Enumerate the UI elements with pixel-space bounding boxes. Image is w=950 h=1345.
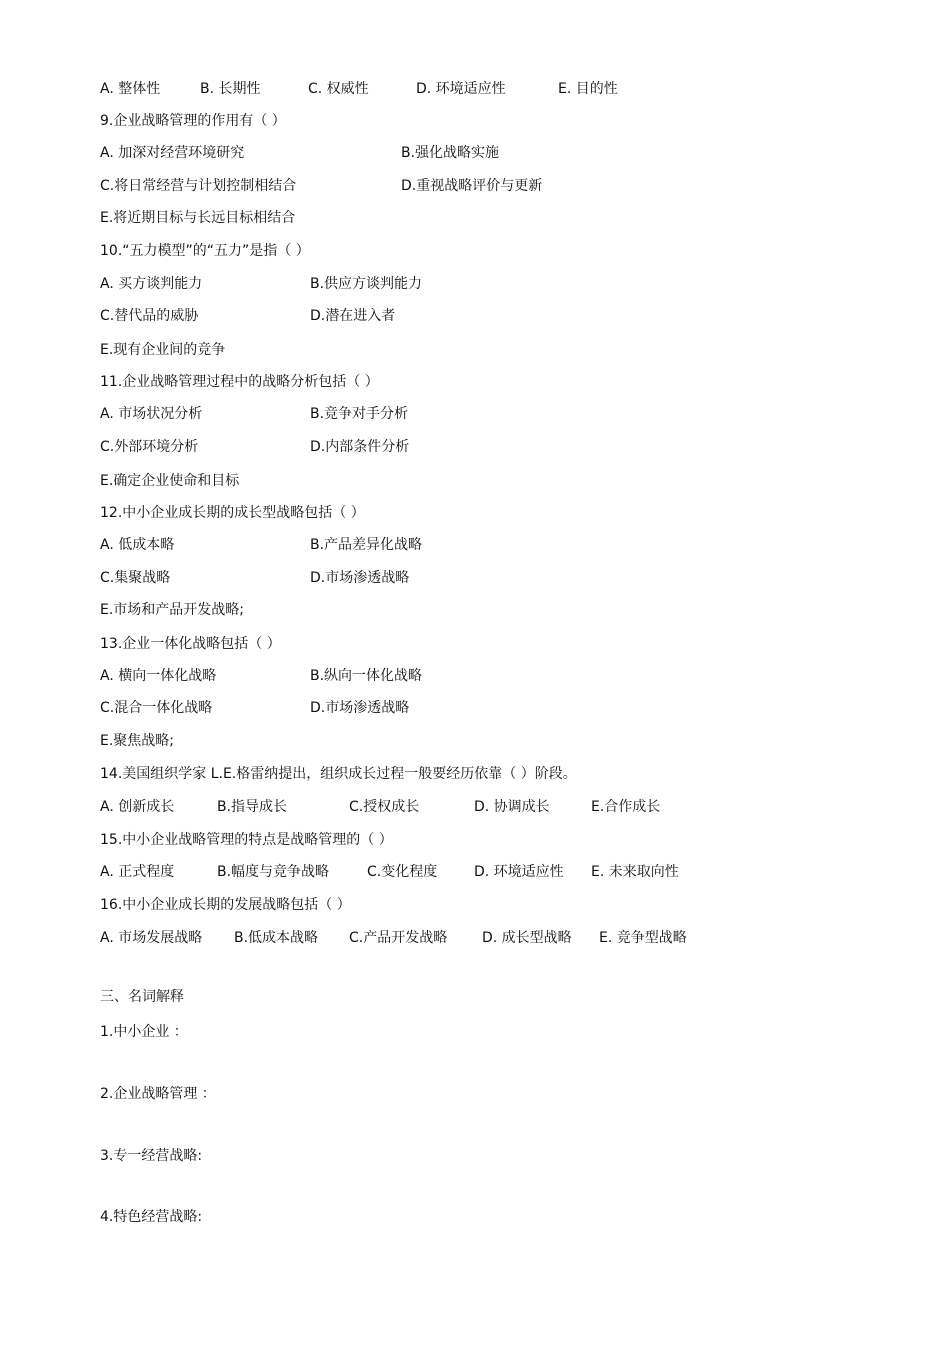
q9-option-b: B.强化战略实施 xyxy=(401,145,500,161)
q9-stem: 9.企业战略管理的作用有（ ） xyxy=(100,113,286,129)
q13-option-d: D.市场渗透战略 xyxy=(310,700,410,716)
q15-stem: 15.中小企业战略管理的特点是战略管理的（ ） xyxy=(100,832,393,848)
q12-option-a: A. 低成本略 xyxy=(100,537,175,553)
q16-option-a: A. 市场发展战略 xyxy=(100,930,203,946)
q13-option-e: E.聚焦战略; xyxy=(100,733,175,749)
q14-stem: 14.美国组织学家 L.E.格雷纳提出，组织成长过程一般要经历依靠（ ）阶段。 xyxy=(100,766,577,782)
q15-option-a: A. 正式程度 xyxy=(100,864,175,880)
q16-stem: 16.中小企业成长期的发展战略包括（ ） xyxy=(100,897,351,913)
q15-option-b: B.幅度与竞争战略 xyxy=(217,864,330,880)
q13-option-c: C.混合一体化战略 xyxy=(100,700,213,716)
q12-option-d: D.市场渗透战略 xyxy=(310,570,410,586)
q10-option-e: E.现有企业间的竞争 xyxy=(100,342,226,358)
q11-option-a: A. 市场状况分析 xyxy=(100,406,203,422)
q11-option-c: C.外部环境分析 xyxy=(100,439,199,455)
q16-option-d: D. 成长型战略 xyxy=(482,930,572,946)
q14-option-b: B.指导成长 xyxy=(217,799,288,815)
q13-stem: 13.企业一体化战略包括（ ） xyxy=(100,636,281,652)
q14-option-a: A. 创新成长 xyxy=(100,799,175,815)
q14-option-d: D. 协调成长 xyxy=(474,799,550,815)
section-heading: 三、名词解释 xyxy=(100,989,184,1005)
q12-option-c: C.集聚战略 xyxy=(100,570,171,586)
q9-option-d: D.重视战略评价与更新 xyxy=(401,178,543,194)
q11-stem: 11.企业战略管理过程中的战略分析包括（ ） xyxy=(100,374,379,390)
q16-option-c: C.产品开发战略 xyxy=(349,930,448,946)
q8-option-e: E. 目的性 xyxy=(558,81,618,97)
term-4: 4.特色经营战略: xyxy=(100,1209,203,1225)
q8-option-a: A. 整体性 xyxy=(100,81,161,97)
q10-option-a: A. 买方谈判能力 xyxy=(100,276,203,292)
term-1: 1.中小企业 ： xyxy=(100,1024,188,1040)
q12-option-b: B.产品差异化战略 xyxy=(310,537,423,553)
q15-option-e: E. 未来取向性 xyxy=(591,864,679,880)
q16-option-e: E. 竞争型战略 xyxy=(599,930,687,946)
q12-option-e: E.市场和产品开发战略; xyxy=(100,602,245,618)
q11-option-e: E.确定企业使命和目标 xyxy=(100,473,240,489)
q10-stem: 10.“五力模型”的“五力”是指（ ） xyxy=(100,243,310,259)
q9-option-a: A. 加深对经营环境研究 xyxy=(100,145,245,161)
q13-option-a: A. 横向一体化战略 xyxy=(100,668,217,684)
q14-option-e: E.合作成长 xyxy=(591,799,661,815)
q16-option-b: B.低成本战略 xyxy=(234,930,319,946)
q10-option-c: C.替代品的威胁 xyxy=(100,308,199,324)
q9-option-e: E.将近期目标与长远目标相结合 xyxy=(100,210,296,226)
q15-option-d: D. 环境适应性 xyxy=(474,864,564,880)
term-3: 3.专一经营战略: xyxy=(100,1148,203,1164)
q10-option-b: B.供应方谈判能力 xyxy=(310,276,423,292)
q11-option-d: D.内部条件分析 xyxy=(310,439,410,455)
term-2: 2.企业战略管理 ： xyxy=(100,1086,216,1102)
q13-option-b: B.纵向一体化战略 xyxy=(310,668,423,684)
q12-stem: 12.中小企业成长期的成长型战略包括（ ） xyxy=(100,505,365,521)
q8-option-b: B. 长期性 xyxy=(200,81,261,97)
q15-option-c: C.变化程度 xyxy=(367,864,438,880)
q8-option-c: C. 权威性 xyxy=(308,81,369,97)
q9-option-c: C.将日常经营与计划控制相结合 xyxy=(100,178,297,194)
q10-option-d: D.潜在进入者 xyxy=(310,308,396,324)
q8-option-d: D. 环境适应性 xyxy=(416,81,506,97)
q14-option-c: C.授权成长 xyxy=(349,799,420,815)
q11-option-b: B.竞争对手分析 xyxy=(310,406,409,422)
